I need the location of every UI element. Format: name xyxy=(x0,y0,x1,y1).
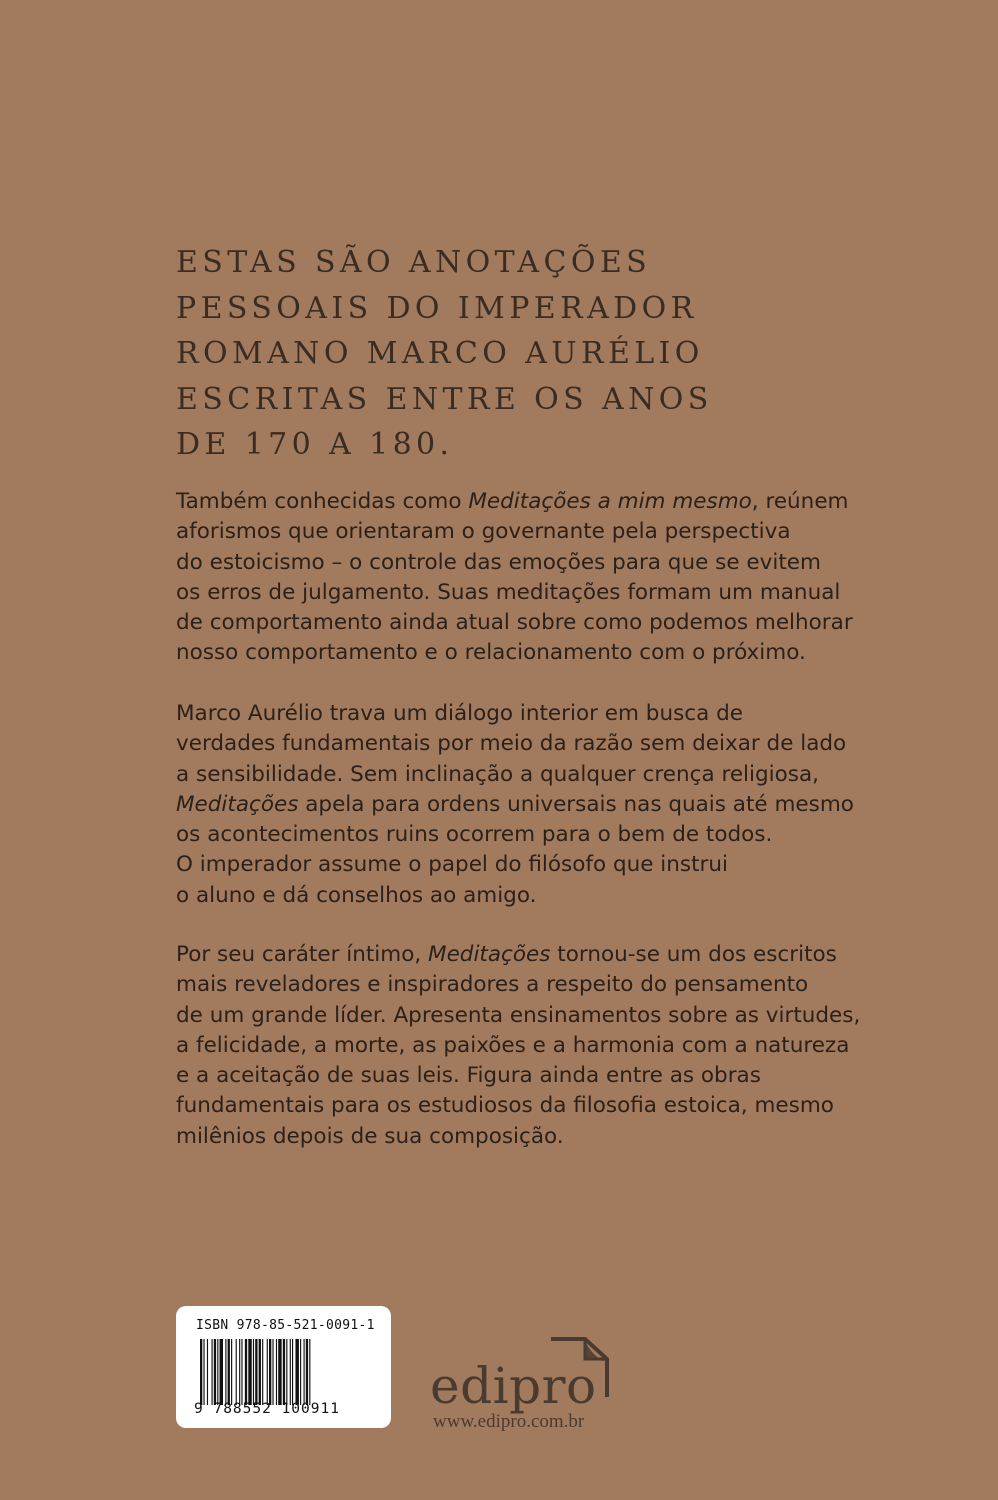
paragraph-line xyxy=(176,487,856,517)
book-title: Meditações xyxy=(428,942,551,967)
text-run: apela para ordens universais nas quais até mesmo xyxy=(298,791,854,817)
headline-line: ESTAS SÃO ANOTAÇÕES xyxy=(176,245,652,280)
paragraph-line: do estoicismo – o controle das emoções para que se evitem xyxy=(176,549,821,575)
paragraph-line: a sensibilidade. Sem inclinação a qualquer crença religiosa, xyxy=(176,761,819,787)
book-title: Meditações a mim mesmo xyxy=(468,489,752,514)
paragraph-line: milênios depois de sua composição. xyxy=(176,1123,564,1149)
paragraph-line: fundamentais para os estudiosos da filosofia estoica, mesmo xyxy=(176,1093,834,1119)
barcode-bars xyxy=(200,1339,365,1405)
headline-line: DE 170 A 180. xyxy=(176,427,454,462)
paragraph-line: mais reveladores e inspiradores a respeito do pensamento xyxy=(176,972,809,998)
paragraph-line: O imperador assume o papel do filósofo que instrui xyxy=(176,852,728,878)
text-run: Por seu caráter íntimo, xyxy=(176,942,429,967)
headline-line: ROMANO MARCO AURÉLIO xyxy=(176,336,704,371)
publisher-logo xyxy=(430,1335,620,1445)
synopsis-paragraph-1 xyxy=(176,487,856,669)
isbn-barcode xyxy=(176,1306,391,1428)
paragraph-line: de um grande líder. Apresenta ensinamentos sobre as virtudes, xyxy=(176,1002,861,1028)
headline-line: PESSOAIS DO IMPERADOR xyxy=(176,290,698,326)
paragraph-line: o aluno e dá conselhos ao amigo. xyxy=(176,882,537,908)
paragraph-line: nosso comportamento e o relacionamento com o próximo. xyxy=(176,640,806,666)
paragraph-line: aforismos que orientaram o governante pela perspectiva xyxy=(176,519,791,545)
text-run: Também conhecidas como xyxy=(176,489,469,514)
publisher-name: edipro xyxy=(430,1357,597,1415)
paragraph-line: Marco Aurélio trava um diálogo interior em busca de xyxy=(176,701,743,726)
publisher-url[interactable]: www.edipro.com.br xyxy=(433,1411,585,1432)
isbn-label: ISBN 978-85-521-0091-1 xyxy=(196,1318,375,1333)
paragraph-line xyxy=(176,940,856,970)
headline-line: ESCRITAS ENTRE OS ANOS xyxy=(176,381,713,417)
text-run: tornou-se um dos escritos xyxy=(550,942,837,967)
paragraph-line: a felicidade, a morte, as paixões e a harmonia com a natureza xyxy=(176,1032,850,1058)
paragraph-line: de comportamento ainda atual sobre como podemos melhorar xyxy=(176,610,853,636)
paragraph-line: e a aceitação de suas leis. Figura ainda entre as obras xyxy=(176,1063,761,1089)
headline xyxy=(176,240,896,468)
paragraph-line: verdades fundamentais por meio da razão sem deixar de lado xyxy=(176,731,847,757)
paragraph-line: os acontecimentos ruins ocorrem para o bem de todos. xyxy=(176,822,773,848)
book-title: Meditações xyxy=(176,791,299,817)
text-run: , reúnem xyxy=(751,489,849,514)
synopsis-paragraph-2 xyxy=(176,699,856,911)
barcode-digits: 9 788552 100911 xyxy=(194,1401,340,1417)
synopsis-paragraph-3 xyxy=(176,940,861,1152)
paragraph-line xyxy=(176,790,856,820)
paragraph-line: os erros de julgamento. Suas meditações formam um manual xyxy=(176,579,841,605)
